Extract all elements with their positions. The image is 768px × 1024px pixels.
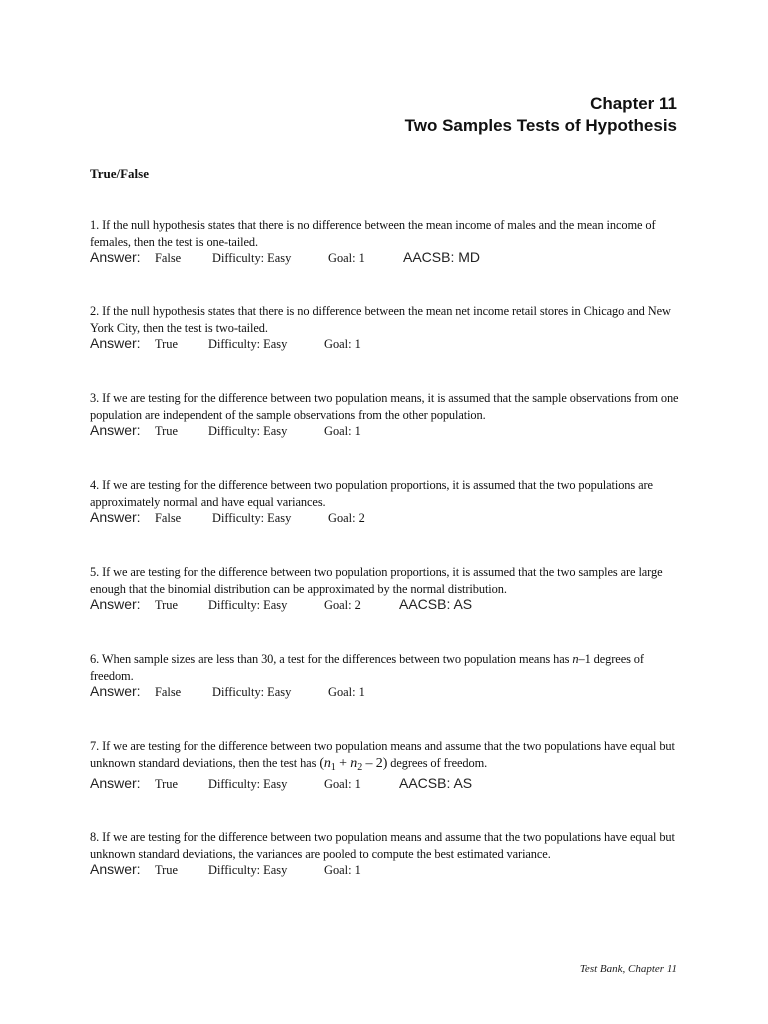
answer-value: True bbox=[155, 424, 178, 438]
goal-value: Goal: 1 bbox=[324, 337, 361, 351]
question-text bbox=[90, 651, 690, 685]
question-text-part: 6. When sample sizes are less than 30, a test for the differences between two population means has bbox=[90, 652, 573, 666]
math-operator: – 2) bbox=[362, 756, 388, 771]
chapter-number: Chapter 11 bbox=[590, 94, 677, 113]
answer-line bbox=[90, 777, 690, 797]
answer-label: Answer: bbox=[90, 249, 141, 265]
question-3 bbox=[90, 390, 690, 444]
answer-label: Answer: bbox=[90, 775, 141, 791]
answer-line bbox=[90, 337, 690, 357]
answer-line bbox=[90, 598, 690, 618]
page-footer: Test Bank, Chapter 11 bbox=[579, 963, 677, 975]
difficulty-value: Difficulty: Easy bbox=[212, 511, 292, 525]
chapter-title: Two Samples Tests of Hypothesis bbox=[404, 116, 677, 135]
answer-value: True bbox=[155, 337, 178, 351]
goal-value: Goal: 1 bbox=[324, 424, 361, 438]
answer-line bbox=[90, 424, 690, 444]
question-7 bbox=[90, 738, 690, 797]
answer-label: Answer: bbox=[90, 861, 141, 877]
question-text bbox=[90, 738, 690, 773]
answer-label: Answer: bbox=[90, 509, 141, 525]
question-6 bbox=[90, 651, 690, 705]
question-text: 1. If the null hypothesis states that there is no difference between the mean income of males and the mean income of females, then the test is one-tailed. bbox=[90, 218, 656, 249]
question-text-part: 7. If we are testing for the difference between two population means and assume that the two populations have equal but unknown standard deviations, then the test has bbox=[90, 739, 675, 770]
question-text-part: –1 degrees of freedom. bbox=[90, 652, 644, 683]
answer-value: False bbox=[155, 511, 182, 525]
answer-line bbox=[90, 685, 690, 705]
difficulty-value: Difficulty: Easy bbox=[208, 598, 288, 612]
question-1 bbox=[90, 217, 690, 271]
answer-value: True bbox=[155, 598, 178, 612]
answer-line bbox=[90, 511, 690, 531]
goal-value: Goal: 1 bbox=[324, 863, 361, 877]
aacsb-value: AACSB: AS bbox=[399, 775, 473, 791]
question-text: 4. If we are testing for the difference between two population proportions, it is assumed that the two populations are approximately normal and have equal variances. bbox=[90, 478, 653, 509]
answer-label: Answer: bbox=[90, 335, 141, 351]
difficulty-value: Difficulty: Easy bbox=[208, 424, 288, 438]
answer-value: False bbox=[155, 685, 182, 699]
difficulty-value: Difficulty: Easy bbox=[212, 685, 292, 699]
difficulty-value: Difficulty: Easy bbox=[208, 337, 288, 351]
answer-value: True bbox=[155, 777, 178, 791]
answer-value: True bbox=[155, 863, 178, 877]
math-operator: + bbox=[335, 756, 351, 771]
question-text-part: degrees of freedom. bbox=[387, 756, 488, 770]
aacsb-value: AACSB: MD bbox=[403, 249, 481, 265]
goal-value: Goal: 1 bbox=[324, 777, 361, 791]
math-paren: ( bbox=[319, 756, 324, 771]
difficulty-value: Difficulty: Easy bbox=[208, 863, 288, 877]
math-variable: n bbox=[323, 756, 331, 771]
answer-label: Answer: bbox=[90, 422, 141, 438]
answer-label: Answer: bbox=[90, 683, 141, 699]
math-subscript: 2 bbox=[357, 762, 363, 773]
question-text: 3. If we are testing for the difference between two population means, it is assumed that the sample observations from one population are independent of the sample observations from the other population. bbox=[90, 391, 679, 422]
math-variable: n bbox=[572, 652, 579, 666]
answer-line bbox=[90, 863, 690, 883]
section-heading: True/False bbox=[90, 166, 149, 181]
math-subscript: 1 bbox=[330, 762, 336, 773]
aacsb-value: AACSB: AS bbox=[399, 596, 473, 612]
math-variable: n bbox=[350, 756, 358, 771]
question-2 bbox=[90, 303, 690, 357]
question-8 bbox=[90, 829, 690, 883]
answer-line bbox=[90, 251, 690, 271]
goal-value: Goal: 2 bbox=[328, 511, 365, 525]
answer-label: Answer: bbox=[90, 596, 141, 612]
goal-value: Goal: 1 bbox=[328, 251, 365, 265]
question-text: 2. If the null hypothesis states that there is no difference between the mean net income retail stores in Chicago and New York City, then the test is two-tailed. bbox=[90, 304, 671, 335]
difficulty-value: Difficulty: Easy bbox=[208, 777, 288, 791]
difficulty-value: Difficulty: Easy bbox=[212, 251, 292, 265]
goal-value: Goal: 2 bbox=[324, 598, 361, 612]
goal-value: Goal: 1 bbox=[328, 685, 365, 699]
question-text: 5. If we are testing for the difference between two population proportions, it is assumed that the two samples are large enough that the binomial distribution can be approximated by the normal distribution. bbox=[90, 565, 663, 596]
answer-value: False bbox=[155, 251, 182, 265]
question-5 bbox=[90, 564, 690, 618]
chapter-header bbox=[405, 93, 677, 137]
math-formula bbox=[319, 756, 387, 771]
question-4 bbox=[90, 477, 690, 531]
question-text: 8. If we are testing for the difference between two population means and assume that the two populations have equal but unknown standard deviations, the variances are pooled to compute the best estimated variance. bbox=[90, 830, 675, 861]
